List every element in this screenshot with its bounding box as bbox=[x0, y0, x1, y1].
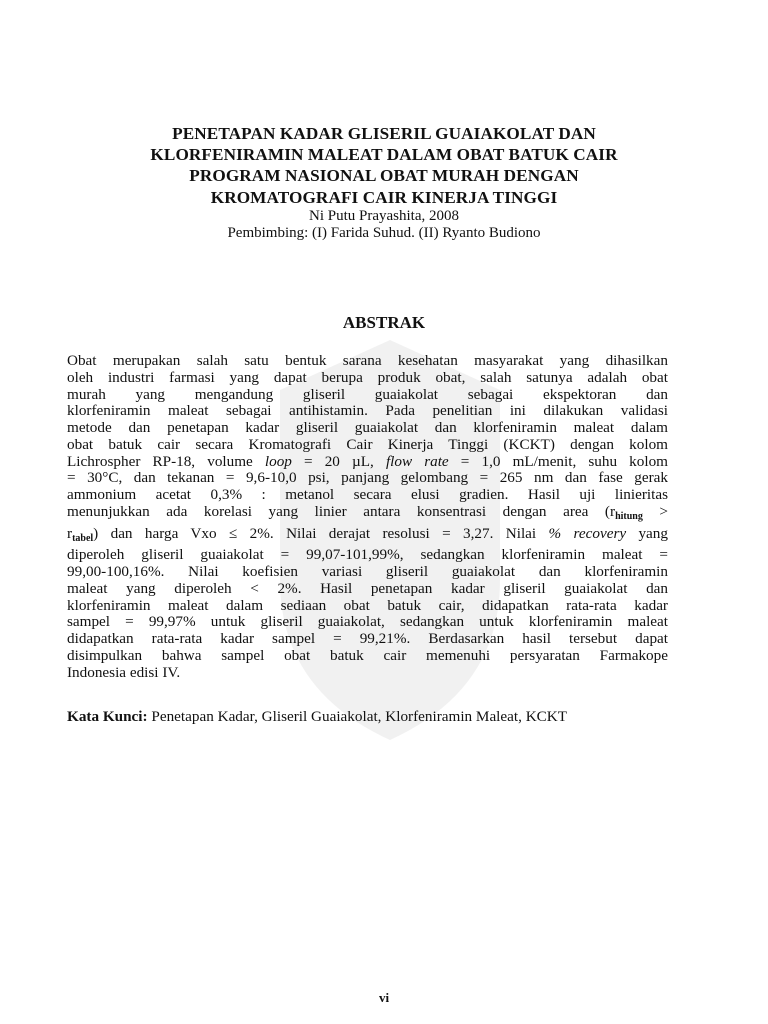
abstract-line bbox=[67, 454, 668, 471]
title-line: KLORFENIRAMIN MALEAT DALAM OBAT BATUK CAIR bbox=[150, 145, 618, 165]
supervisor-line: Pembimbing: (I) Farida Suhud. (II) Ryanto Budiono bbox=[227, 225, 541, 241]
page-number: vi bbox=[378, 990, 390, 1005]
abstract-line: klorfeniramin maleat dalam sediaan obat batuk cair, didapatkan rata-rata kadar bbox=[67, 596, 668, 614]
abstract-heading: ABSTRAK bbox=[342, 313, 426, 332]
italic-term-recovery: % recovery bbox=[548, 524, 627, 542]
text-run: menunjukkan ada korelasi yang linier antara konsentrasi dengan area (r bbox=[67, 502, 616, 520]
title-line: KROMATOGRAFI CAIR KINERJA TINGGI bbox=[210, 187, 558, 207]
abstract-line: murah yang mengandung gliseril guaiakolat sebagai ekspektoran dan bbox=[67, 385, 668, 403]
abstract-line: obat batuk cair secara Kromatografi Cair Kinerja Tinggi (KCKT) dengan kolom bbox=[67, 435, 668, 453]
keywords-text: Penetapan Kadar, Gliseril Guaiakolat, Klorfeniramin Maleat, KCKT bbox=[147, 708, 568, 725]
keywords-line bbox=[67, 708, 668, 726]
abstract-line: ammonium acetat 0,3% : metanol secara elusi gradien. Hasil uji linieritas bbox=[67, 486, 668, 503]
abstract-line: 99,00-100,16%. Nilai koefisien variasi gliseril guaiakolat dan klorfeniramin bbox=[67, 563, 668, 580]
abstract-line: klorfeniramin maleat sebagai antihistamin. Pada penelitian ini dilakukan validasi bbox=[67, 402, 668, 420]
italic-term-loop: loop bbox=[264, 452, 292, 470]
abstract-line: maleat yang diperoleh < 2%. Hasil penetapan kadar gliseril guaiakolat dan bbox=[67, 579, 668, 597]
title-line: PENETAPAN KADAR GLISERIL GUAIAKOLAT DAN bbox=[172, 124, 596, 143]
abstract-line: diperoleh gliseril guaiakolat = 99,07-101,99%, sedangkan klorfeniramin maleat = bbox=[67, 546, 668, 564]
text-run: ) dan harga Vxo ≤ 2%. Nilai derajat resolusi = 3,27. Nilai bbox=[93, 524, 549, 542]
abstract-line: sampel = 99,97% untuk gliseril guaiakolat, sedangkan untuk klorfeniramin maleat bbox=[67, 613, 668, 631]
title-line: PROGRAM NASIONAL OBAT MURAH DENGAN bbox=[189, 166, 579, 186]
text-run: > bbox=[642, 502, 668, 520]
abstract-line: = 30°C, dan tekanan = 9,6-10,0 psi, panjang gelombang = 265 nm dan fase gerak bbox=[67, 469, 668, 487]
text-run: yang bbox=[626, 524, 668, 542]
subscript-tabel: tabel bbox=[72, 532, 94, 544]
keywords-label: Kata Kunci: bbox=[67, 708, 148, 725]
abstract-line: didapatkan rata-rata kadar sampel = 99,21%. Berdasarkan hasil tersebut dapat bbox=[67, 630, 668, 647]
abstract-line bbox=[67, 504, 668, 526]
author-line: Ni Putu Prayashita, 2008 bbox=[309, 208, 459, 224]
abstract-line bbox=[67, 526, 668, 548]
abstract-line: Obat merupakan salah satu bentuk sarana kesehatan masyarakat yang dihasilkan bbox=[67, 352, 668, 369]
abstract-body bbox=[67, 353, 668, 681]
document-title bbox=[60, 123, 708, 208]
text-run: = 1,0 mL/menit, suhu kolom bbox=[448, 452, 668, 470]
abstract-line: Indonesia edisi IV. bbox=[67, 663, 181, 681]
subscript-hitung: hitung bbox=[615, 510, 643, 522]
text-run: Lichrospher RP-18, volume bbox=[67, 452, 265, 470]
abstract-line: oleh industri farmasi yang dapat berupa produk obat, salah satunya adalah obat bbox=[67, 368, 668, 386]
italic-term-flow-rate: flow rate bbox=[385, 452, 449, 470]
text-run: r bbox=[67, 524, 73, 542]
text-run: = 20 µL, bbox=[291, 452, 386, 470]
abstract-line: disimpulkan bahwa sampel obat batuk cair memenuhi persyaratan Farmakope bbox=[67, 646, 668, 664]
abstract-line: metode dan penetapan kadar gliseril guaiakolat dan klorfeniramin maleat dalam bbox=[67, 419, 668, 436]
